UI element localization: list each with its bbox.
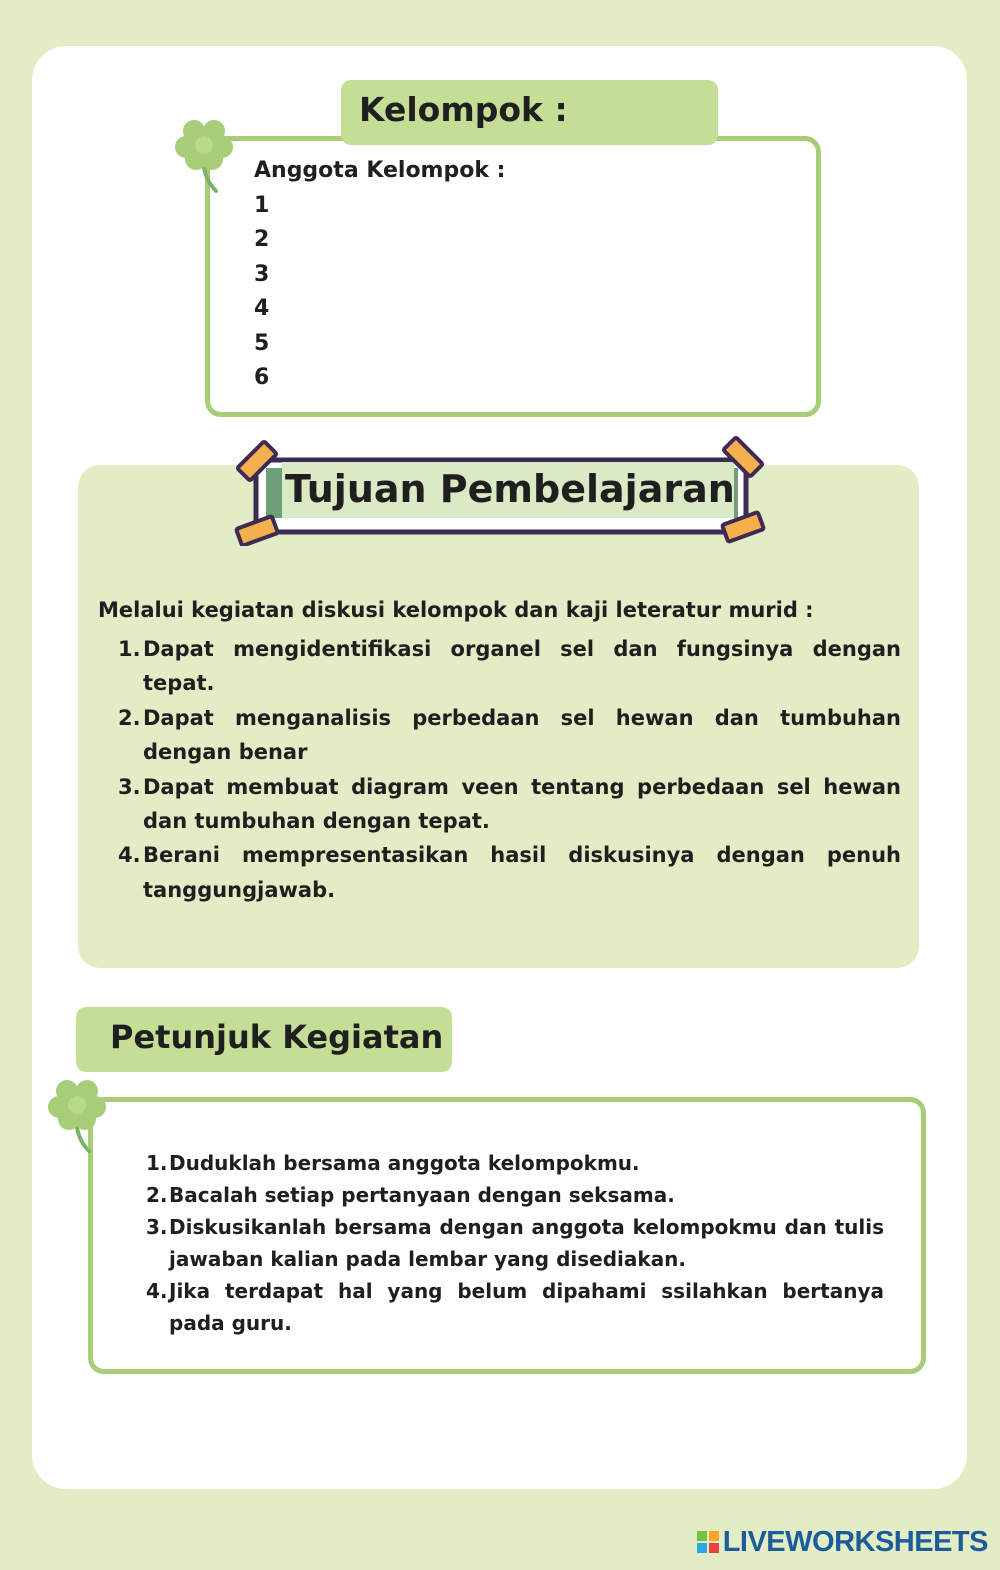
list-number: 4. [118,843,141,868]
list-number: 4. [146,1279,168,1303]
liveworksheets-brand[interactable] [697,1524,988,1560]
list-item [146,1275,884,1339]
member-number: 6 [254,365,270,390]
liveworksheets-logo-icon [697,1531,719,1553]
members-list [254,154,505,396]
member-number: 3 [254,261,270,287]
member-number: 2 [254,227,270,252]
list-text: Dapat membuat diagram veen tentang perbedaan sel hewan dan tumbuhan dengan tepat. [143,774,901,834]
list-number: 3. [118,774,141,799]
clover-icon [172,113,236,195]
list-item [118,632,901,701]
list-text: Berani mempresentasikan hasil diskusinya dengan penuh tanggungjawab. [143,843,901,902]
list-text: Dapat menganalisis perbedaan sel hewan dan tumbuhan dengan benar [143,705,901,765]
list-text: Jika terdapat hal yang belum dipahami ssilahkan bertanya pada guru. [169,1279,884,1335]
kelompok-title: Kelompok : [359,90,568,129]
list-item [146,1179,884,1211]
list-text: Dapat mengidentifikasi organel sel dan fungsinya dengan tepat. [143,637,901,696]
clover-icon [45,1073,109,1155]
list-item [146,1147,884,1179]
list-number: 1. [146,1151,168,1175]
brand-name: LIVEWORKSHEETS [722,1525,988,1558]
petunjuk-title: Petunjuk Kegiatan [110,1018,444,1056]
list-item [118,770,901,839]
petunjuk-tab [76,1007,452,1072]
list-text: Diskusikanlah bersama dengan anggota kelompokmu dan tulis jawaban kalian pada lembar yang disediakan. [169,1215,884,1271]
list-number: 2. [146,1183,168,1207]
petunjuk-list [146,1147,884,1339]
tujuan-list [118,632,901,907]
list-number: 3. [146,1215,168,1239]
member-number: 4 [254,296,270,321]
tujuan-intro: Melalui kegiatan diskusi kelompok dan kaji leteratur murid : [98,598,814,622]
tujuan-title: Tujuan Pembelajaran [285,467,735,511]
list-number: 2. [118,705,141,730]
member-number: 5 [254,330,270,356]
member-number: 1 [254,192,270,218]
kelompok-tab [341,80,718,145]
list-item [146,1211,884,1275]
list-text: Bacalah setiap pertanyaan dengan seksama. [169,1183,675,1207]
list-item [118,838,901,907]
members-label: Anggota Kelompok : [254,158,506,183]
list-text: Duduklah bersama anggota kelompokmu. [169,1151,640,1175]
list-item [118,701,901,770]
list-number: 1. [118,637,141,661]
